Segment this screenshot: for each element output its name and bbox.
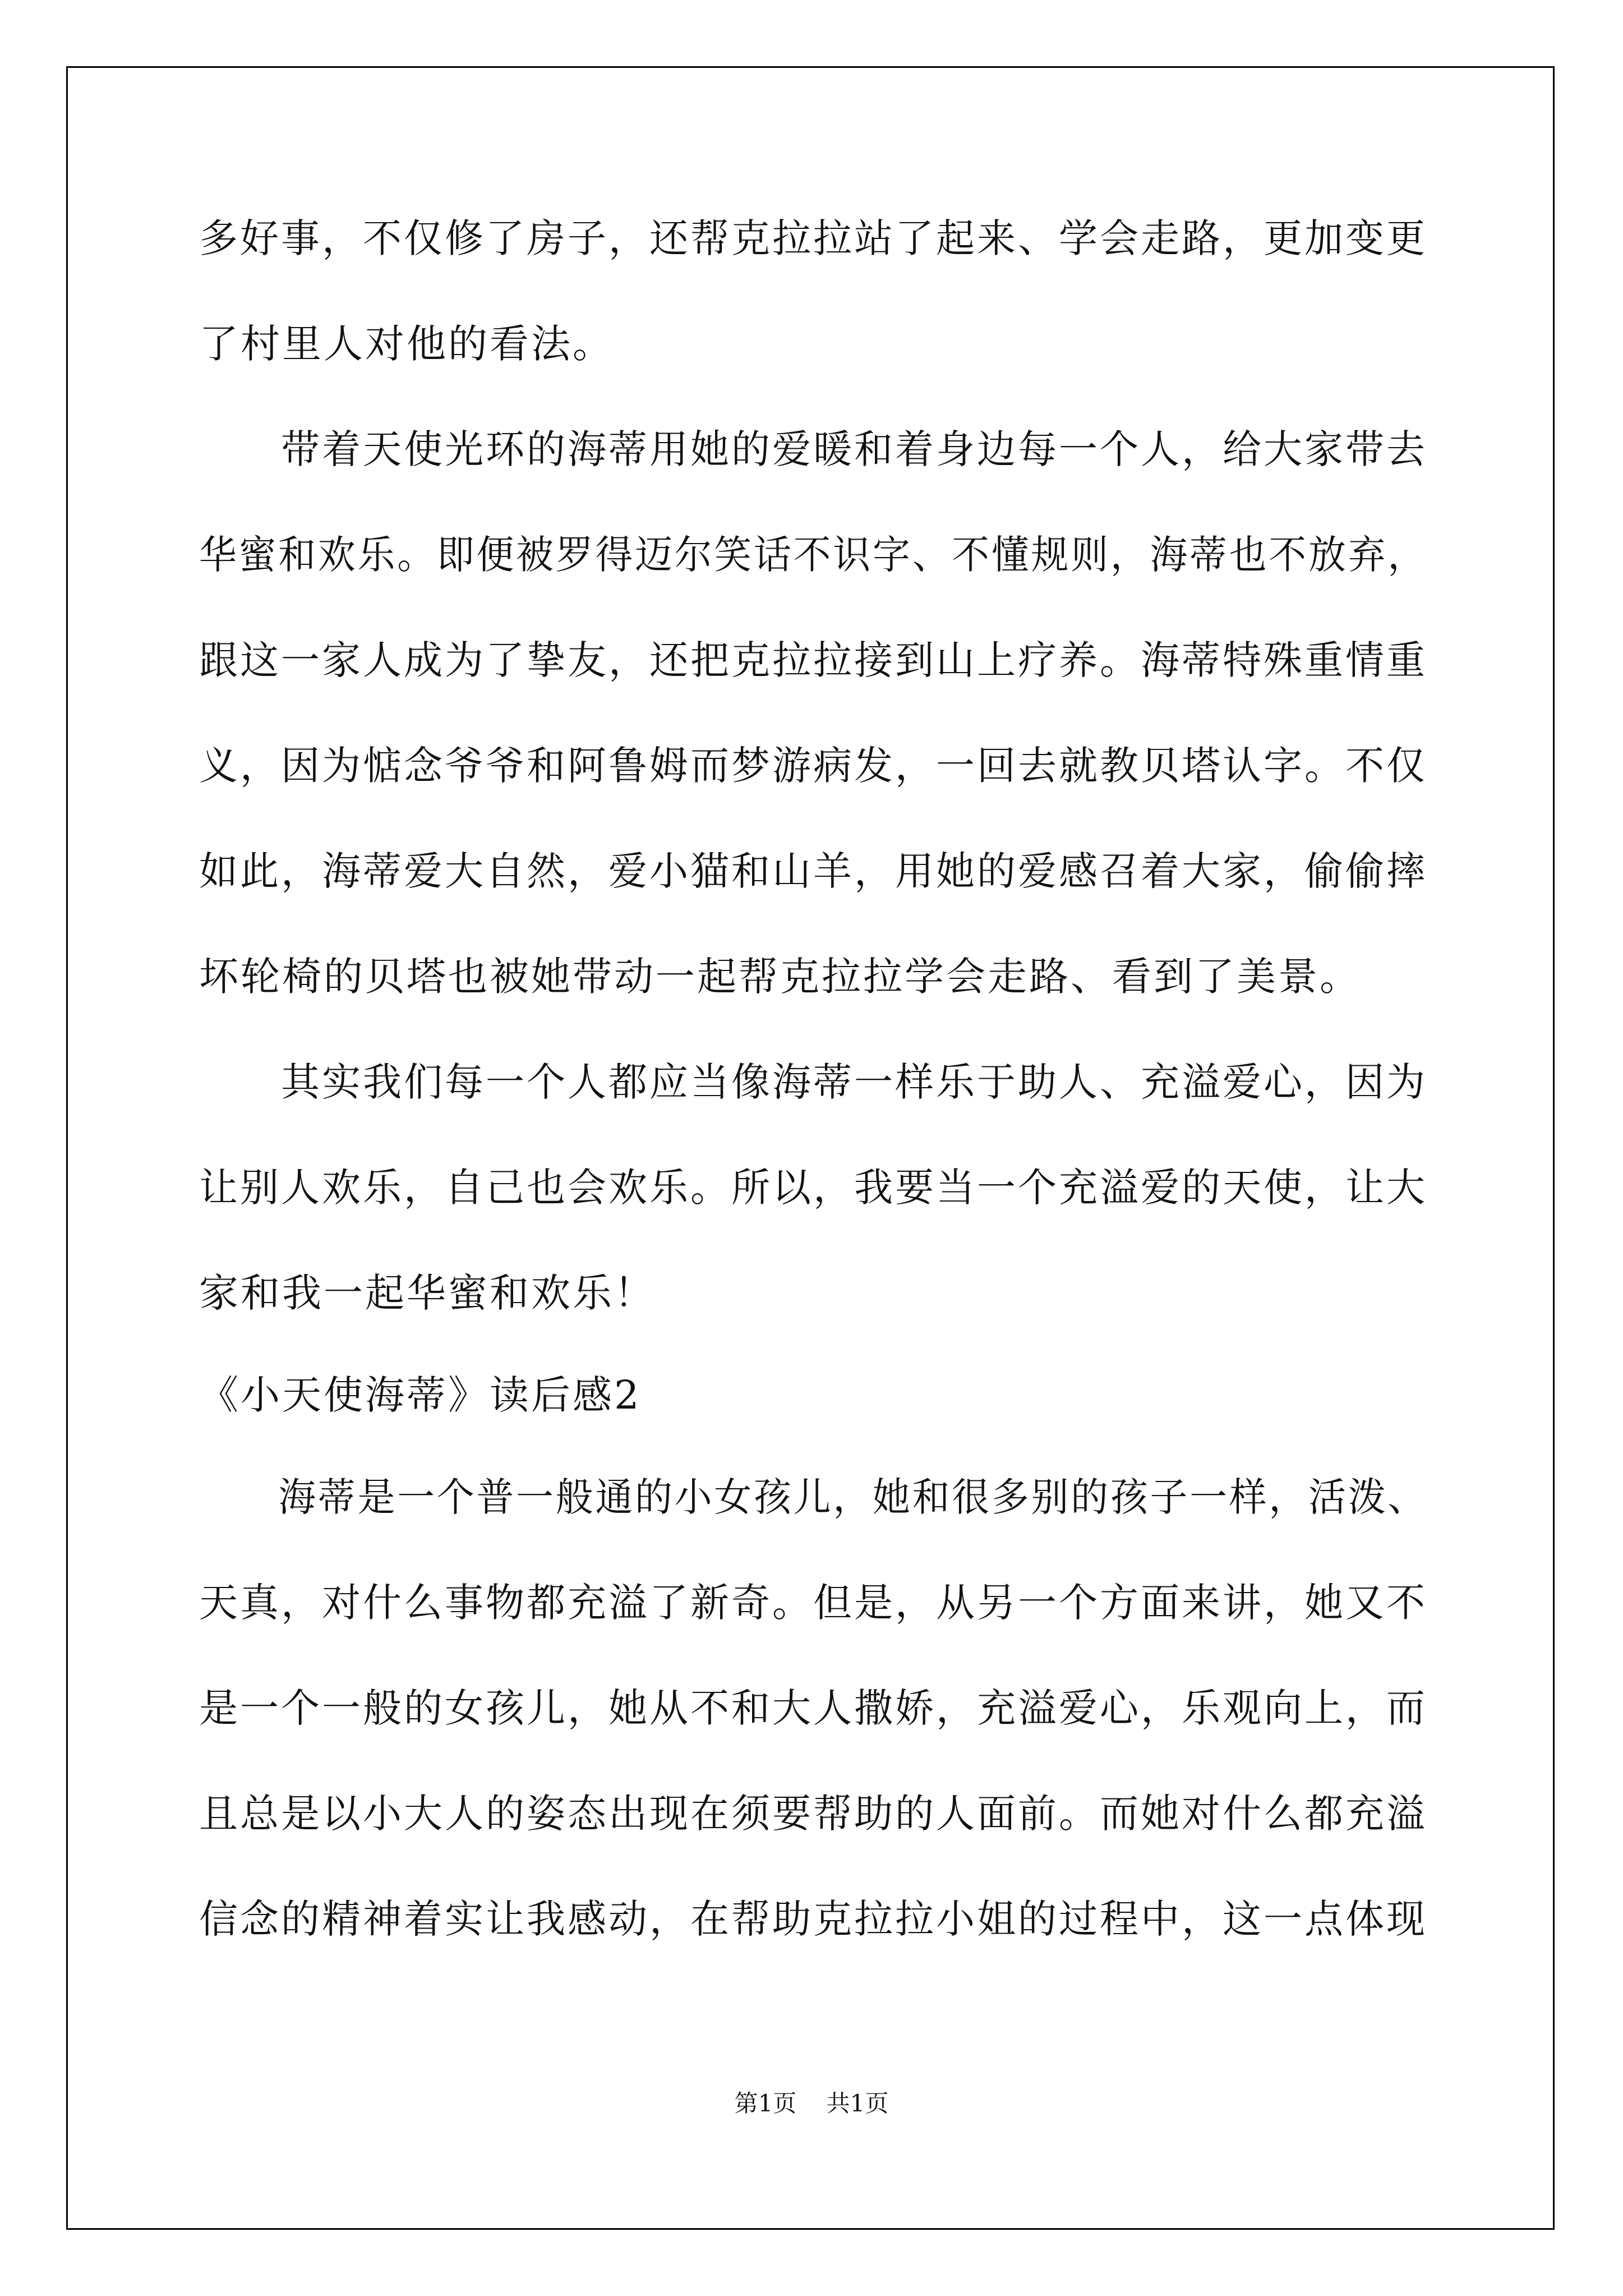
page-footer: 第1页 共1页 [734,2090,889,2117]
text-line: 如此，海蒂爱大自然，爱小猫和山羊，用她的爱感召着大家，偷偷摔 [199,848,1427,894]
text-line: 天真，对什么事物都充溢了新奇。但是，从另一个方面来讲，她又不 [199,1580,1427,1626]
text-line: 华蜜和欢乐。即便被罗得迈尔笑话不识字、不懂规则，海蒂也不放弃， [199,532,1427,578]
text-line: 是一个一般的女孩儿，她从不和大人撒娇，充溢爱心，乐观向上，而 [199,1685,1427,1731]
section-heading: 《小天使海蒂》读后感2 [199,1372,642,1418]
text-line: 义，因为惦念爷爷和阿鲁姆而梦游病发，一回去就教贝塔认字。不仅 [199,743,1427,789]
text-line: 跟这一家人成为了挚友，还把克拉拉接到山上疗养。海蒂特殊重情重 [199,637,1427,683]
text-line: 其实我们每一个人都应当像海蒂一样乐于助人、充溢爱心，因为 [199,1059,1427,1105]
text-line: 信念的精神着实让我感动，在帮助克拉拉小姐的过程中，这一点体现 [199,1896,1427,1942]
text-line: 让别人欢乐，自己也会欢乐。所以，我要当一个充溢爱的天使，让大 [199,1165,1427,1211]
text-line: 坏轮椅的贝塔也被她带动一起帮克拉拉学会走路、看到了美景。 [199,954,1361,1000]
text-line: 多好事，不仅修了房子，还帮克拉拉站了起来、学会走路，更加变更 [199,215,1427,261]
text-line: 了村里人对他的看法。 [199,321,614,367]
text-line: 海蒂是一个普一般通的小女孩儿，她和很多别的孩子一样，活泼、 [199,1474,1427,1520]
text-line: 且总是以小大人的姿态出现在须要帮助的人面前。而她对什么都充溢 [199,1791,1427,1837]
text-line: 带着天使光环的海蒂用她的爱暖和着身边每一个人，给大家带去 [199,426,1427,472]
text-line: 家和我一起华蜜和欢乐！ [199,1270,656,1316]
